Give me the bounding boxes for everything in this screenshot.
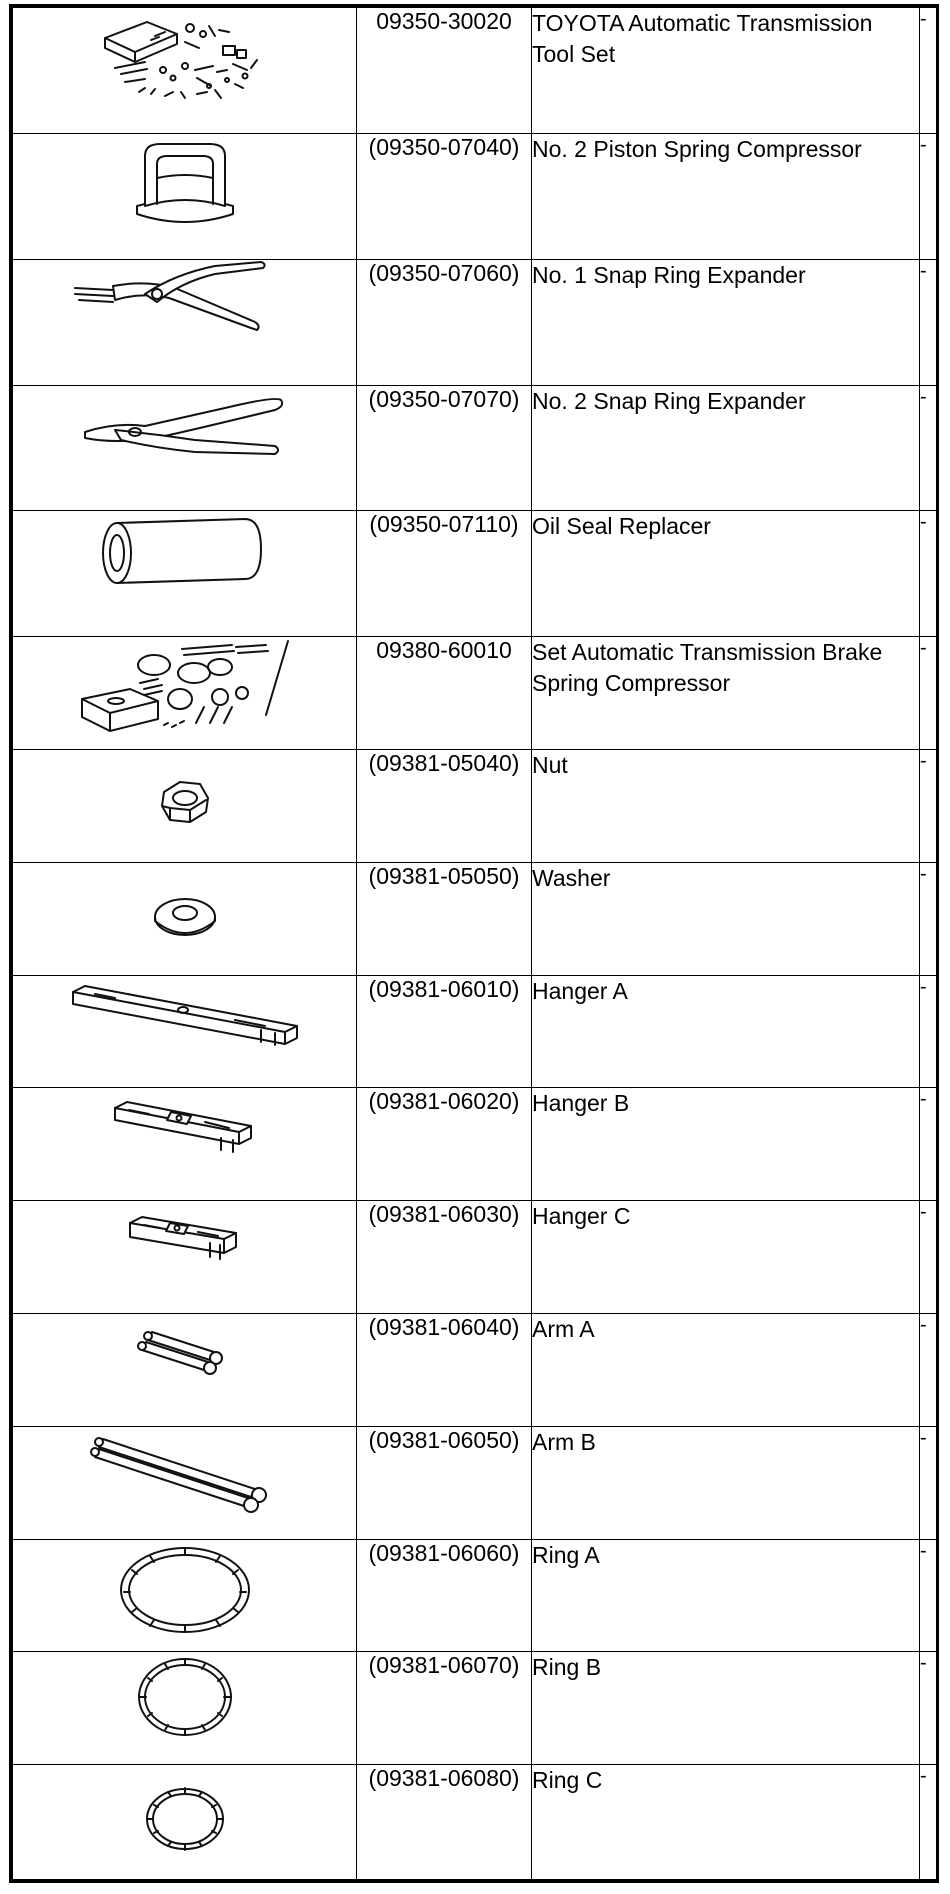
- part-number: (09350-07040): [357, 133, 532, 259]
- tool-illustration: [13, 1765, 357, 1880]
- tool-table-frame: [9, 4, 939, 1883]
- arm-b-icon: [85, 1427, 285, 1517]
- row-note: -: [920, 133, 937, 259]
- tool-illustration: [13, 1652, 357, 1765]
- tool-name: No. 1 Snap Ring Expander: [532, 259, 920, 385]
- tool-illustration: [13, 637, 357, 750]
- row-note: -: [920, 385, 937, 511]
- tool-name: Arm A: [532, 1313, 920, 1426]
- tool-illustration: [13, 1313, 357, 1426]
- row-note: -: [920, 1539, 937, 1652]
- tool-name: Ring C: [532, 1765, 920, 1880]
- part-number: (09381-05040): [357, 750, 532, 863]
- row-note: -: [920, 750, 937, 863]
- tool-illustration: [13, 862, 357, 975]
- table-row: [13, 1201, 937, 1314]
- tool-name: Ring A: [532, 1539, 920, 1652]
- row-note: -: [920, 1652, 937, 1765]
- tool-name: Hanger B: [532, 1088, 920, 1201]
- row-note: -: [920, 259, 937, 385]
- tool-name: Nut: [532, 750, 920, 863]
- tool-illustration: [13, 133, 357, 259]
- hanger-c-icon: [120, 1201, 250, 1271]
- row-note: -: [920, 1313, 937, 1426]
- snap-ring-expander-1-icon: [65, 260, 305, 340]
- part-number: 09380-60010: [357, 637, 532, 750]
- part-number: (09350-07070): [357, 385, 532, 511]
- tool-illustration: [13, 1539, 357, 1652]
- ring-b-icon: [130, 1652, 240, 1742]
- arm-a-icon: [130, 1314, 240, 1384]
- hanger-b-icon: [105, 1088, 265, 1158]
- table-row: [13, 511, 937, 637]
- row-note: -: [920, 8, 937, 134]
- part-number: (09381-06030): [357, 1201, 532, 1314]
- row-note: -: [920, 1201, 937, 1314]
- row-note: -: [920, 1765, 937, 1880]
- tool-name: No. 2 Snap Ring Expander: [532, 385, 920, 511]
- table-row: [13, 1313, 937, 1426]
- tool-illustration: [13, 259, 357, 385]
- row-note: -: [920, 975, 937, 1088]
- tool-name: Set Automatic Transmission Brake Spring Compressor: [532, 637, 920, 750]
- ring-c-icon: [140, 1779, 230, 1859]
- brake-spring-compressor-set-icon: [70, 637, 300, 737]
- snap-ring-expander-2-icon: [75, 386, 295, 466]
- piston-spring-compressor-icon: [115, 134, 255, 244]
- table-row: [13, 8, 937, 134]
- tool-set-kit-icon: [85, 8, 285, 118]
- table-row: [13, 1539, 937, 1652]
- table-row: [13, 1765, 937, 1880]
- table-row: [13, 1088, 937, 1201]
- tool-illustration: [13, 750, 357, 863]
- row-note: -: [920, 1088, 937, 1201]
- special-service-tools-table: [12, 7, 937, 1880]
- part-number: (09381-06050): [357, 1426, 532, 1539]
- part-number: (09350-07060): [357, 259, 532, 385]
- tool-name: Arm B: [532, 1426, 920, 1539]
- tool-name: Hanger C: [532, 1201, 920, 1314]
- tool-name: TOYOTA Automatic Transmission Tool Set: [532, 8, 920, 134]
- table-row: [13, 259, 937, 385]
- part-number: (09381-06080): [357, 1765, 532, 1880]
- tool-name: No. 2 Piston Spring Compressor: [532, 133, 920, 259]
- part-number: (09381-06020): [357, 1088, 532, 1201]
- part-number: (09381-06010): [357, 975, 532, 1088]
- tool-illustration: [13, 1088, 357, 1201]
- row-note: -: [920, 1426, 937, 1539]
- tool-illustration: [13, 1201, 357, 1314]
- part-number: (09381-06070): [357, 1652, 532, 1765]
- tool-name: Washer: [532, 862, 920, 975]
- ring-a-icon: [110, 1540, 260, 1640]
- table-row: [13, 385, 937, 511]
- part-number: (09381-06040): [357, 1313, 532, 1426]
- tool-illustration: [13, 975, 357, 1088]
- row-note: -: [920, 511, 937, 637]
- table-row: [13, 1652, 937, 1765]
- tool-name: Hanger A: [532, 975, 920, 1088]
- tool-illustration: [13, 385, 357, 511]
- tool-illustration: [13, 8, 357, 134]
- table-row: [13, 975, 937, 1088]
- hanger-a-icon: [65, 976, 305, 1056]
- table-row: [13, 862, 937, 975]
- tool-name: Oil Seal Replacer: [532, 511, 920, 637]
- part-number: 09350-30020: [357, 8, 532, 134]
- table-row: [13, 637, 937, 750]
- row-note: -: [920, 637, 937, 750]
- nut-icon: [150, 768, 220, 838]
- row-note: -: [920, 862, 937, 975]
- part-number: (09350-07110): [357, 511, 532, 637]
- tool-name: Ring B: [532, 1652, 920, 1765]
- washer-icon: [145, 885, 225, 945]
- table-row: [13, 133, 937, 259]
- table-row: [13, 750, 937, 863]
- part-number: (09381-06060): [357, 1539, 532, 1652]
- tool-illustration: [13, 1426, 357, 1539]
- table-row: [13, 1426, 937, 1539]
- tool-illustration: [13, 511, 357, 637]
- part-number: (09381-05050): [357, 862, 532, 975]
- oil-seal-replacer-icon: [95, 511, 275, 591]
